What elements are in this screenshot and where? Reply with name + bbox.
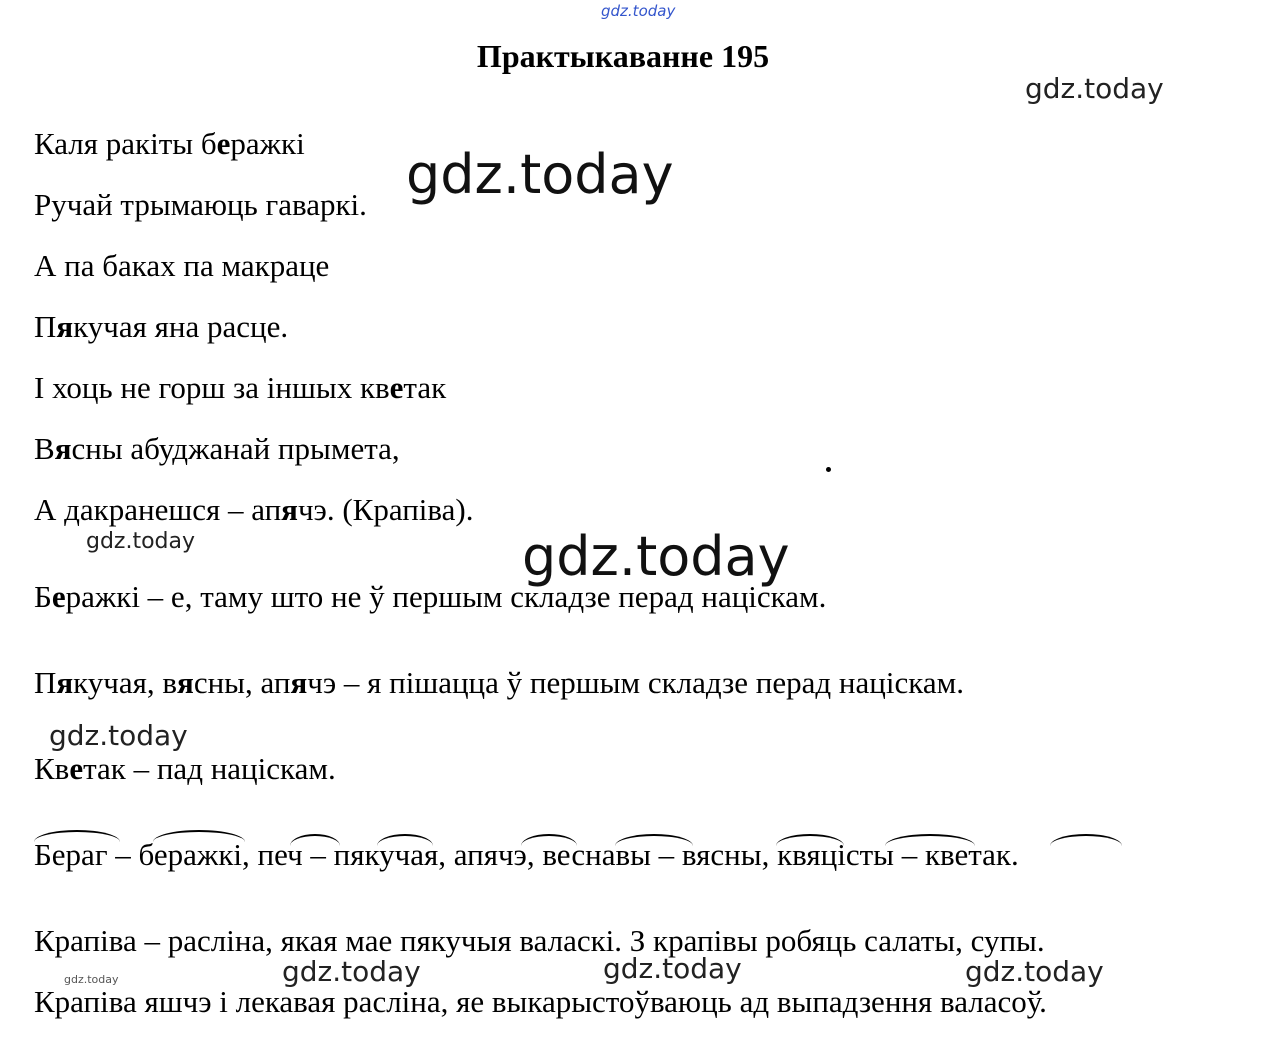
poem-line-5: І хоць не горш за іншых кветак [34, 370, 447, 405]
watermark-mid-small: gdz.today [86, 529, 196, 554]
watermark-big-2: gdz.today [522, 525, 790, 588]
poem-line-3: А па баках па макраце [34, 248, 330, 283]
poem-line-2: Ручай трымаюць гаваркі. [34, 187, 367, 222]
watermark-right: gdz.today [1025, 72, 1164, 105]
watermark-tiny: gdz.today [64, 973, 119, 986]
explanation-line-1: Беражкі – е, таму што не ў першым складзе перад націскам. [34, 579, 827, 614]
page-title: Практыкаванне 195 [476, 38, 770, 74]
stray-dot [826, 467, 831, 472]
watermark-bottom-3: gdz.today [965, 955, 1104, 988]
watermark-bottom-2: gdz.today [603, 952, 742, 985]
watermark-bottom-1: gdz.today [282, 955, 421, 988]
watermark-big-1: gdz.today [406, 143, 674, 206]
root-arc-9 [1050, 834, 1122, 846]
poem-line-1: Каля ракіты беражкі [34, 126, 305, 161]
poem-line-6: Вясны абуджанай прымета, [34, 431, 400, 466]
poem-line-7: А дакранешся – апячэ. (Крапіва). [34, 492, 474, 527]
final-line-2: Крапіва яшчэ і лекавая расліна, яе выкарыстоўваюць ад выпадзення валасоў. [34, 984, 1047, 1019]
final-line-1: Крапіва – расліна, якая мае пякучыя валаскі. З крапівы робяць салаты, супы. [34, 923, 1045, 958]
poem-line-4: Пякучая яна расце. [34, 309, 289, 344]
watermark-left: gdz.today [49, 719, 188, 752]
watermark-top: gdz.today [601, 2, 676, 20]
explanation-line-2: Пякучая, вясны, апячэ – я пішацца ў першым складзе перад націскам. [34, 665, 964, 700]
explanation-line-3: Кветак – пад націскам. [34, 751, 336, 786]
roots-line: Бераг – беражкі, печ – пякучая, апячэ, веснавы – вясны, квяцісты – кветак. [34, 837, 1019, 872]
